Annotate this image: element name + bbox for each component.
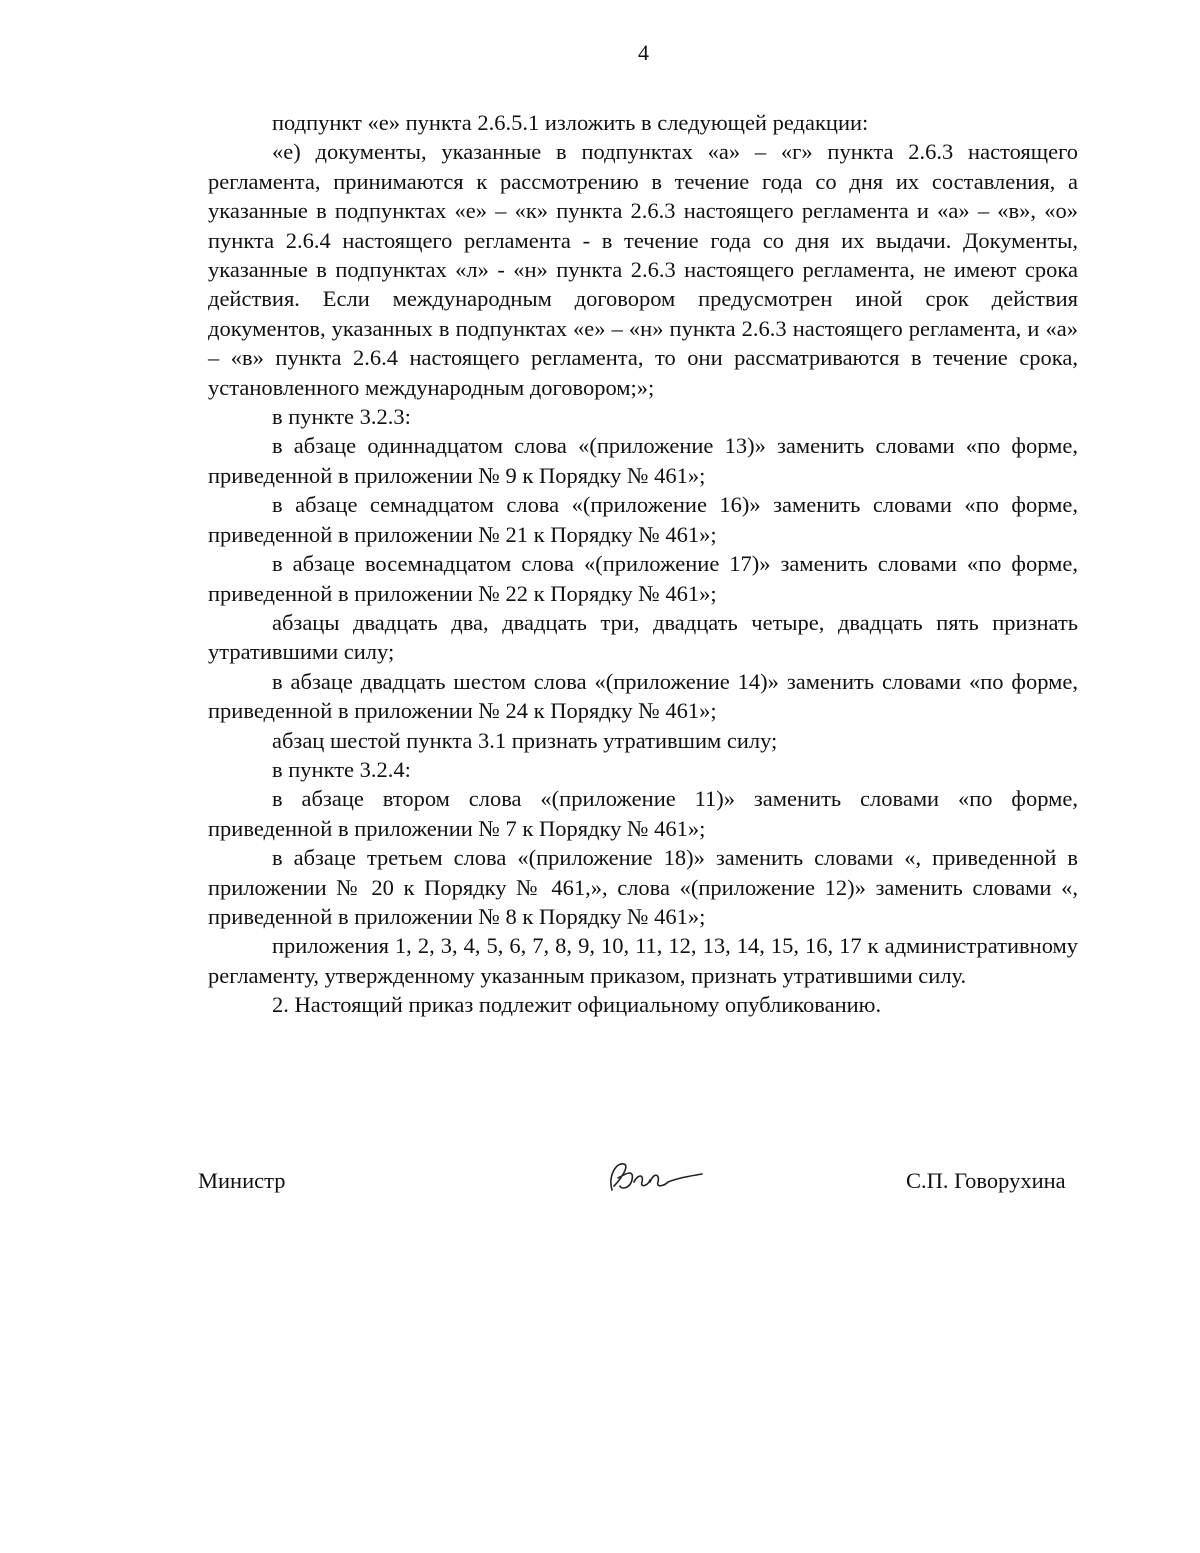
paragraph-4: в абзаце одиннадцатом слова «(приложение 13)» заменить словами «по форме, приведенной в приложении № 9 к Порядку № 461»; — [208, 433, 1078, 488]
signature-block — [0, 1164, 1200, 1224]
paragraph-6: в абзаце восемнадцатом слова «(приложение 17)» заменить словами «по форме, приведенной в приложении № 22 к Порядку № 461»; — [208, 551, 1078, 606]
paragraph-14: 2. Настоящий приказ подлежит официальному опубликованию. — [272, 992, 882, 1018]
signatory-title: Министр — [198, 1168, 286, 1193]
handwritten-signature — [598, 1156, 708, 1200]
paragraph-1: подпункт «е» пункта 2.6.5.1 изложить в следующей редакции: — [272, 110, 869, 135]
paragraph-8: в абзаце двадцать шестом слова «(приложение 14)» заменить словами «по форме, приведенной в приложении № 24 к Порядку № 461»; — [208, 668, 1078, 724]
paragraph-10: в пункте 3.2.4: — [272, 756, 411, 782]
paragraph-2: «е) документы, указанные в подпунктах «а» – «г» пункта 2.6.3 настоящего регламента, принимаются к рассмотрению в течение года со дня их составления, а указанные в подпунктах «е» – «к» пункта 2.6.3 настоящего регламента и «а» – «в», «о» пункта 2.6.4 настоящего регламента - в течение года со дня их выдачи. Документы, указанные в подпунктах «л» - «н» пункта 2.6.3 настоящего регламента, не имеют срока действия. Если международным договором предусмотрен иной срок действия документов, указанных в подпунктах «е» – «н» пункта 2.6.3 настоящего регламента, и «а» – «в» пункта 2.6.4 настоящего регламента, то они рассматриваются в течение срока, установленного международным договором;»; — [208, 139, 1078, 400]
document-body — [208, 108, 1078, 1020]
paragraph-7: абзацы двадцать два, двадцать три, двадцать четыре, двадцать пять признать утратившими силу; — [208, 609, 1078, 665]
paragraph-13: приложения 1, 2, 3, 4, 5, 6, 7, 8, 9, 10, 11, 12, 13, 14, 15, 16, 17 к административному регламенту, утвержденному указанным приказом, признать утратившими силу. — [208, 933, 1078, 988]
paragraph-5: в абзаце семнадцатом слова «(приложение 16)» заменить словами «по форме, приведенной в приложении № 21 к Порядку № 461»; — [208, 492, 1078, 547]
paragraph-9: абзац шестой пункта 3.1 признать утратившим силу; — [272, 727, 778, 753]
paragraph-11: в абзаце втором слова «(приложение 11)» заменить словами «по форме, приведенной в приложении № 7 к Порядку № 461»; — [208, 786, 1078, 841]
page-number: 4 — [638, 40, 649, 65]
paragraph-3: в пункте 3.2.3: — [272, 404, 411, 430]
paragraph-12: в абзаце третьем слова «(приложение 18)» заменить словами «, приведенной в приложении № 20 к Порядку № 461,», слова «(приложение 12)» заменить словами «, приведенной в приложении № 8 к Порядку № 461»; — [208, 845, 1078, 929]
signatory-name: С.П. Говорухина — [906, 1168, 1066, 1193]
